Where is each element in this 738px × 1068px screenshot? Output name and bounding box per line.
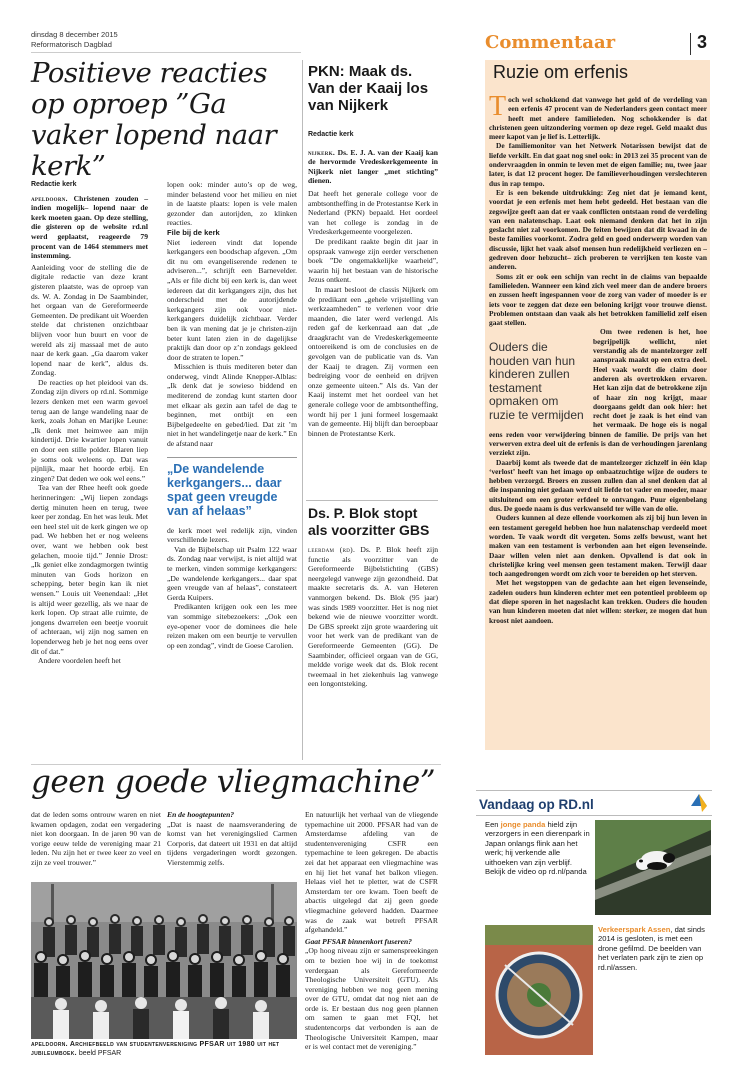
paragraph: Met het wegstoppen van de gedachte aan het eigen levenseinde, zadelen ouders hun kinderen echter met een potentieel probleem op dat diepe sporen in het nageslacht kan trekken. Ouders die houden van hun kinderen moeten dat niet willen: sterker, ze mogen dat hun kroost niet aandoen. xyxy=(489,578,707,625)
group-photo-image xyxy=(31,882,297,1039)
pkn-headline: PKN: Maak ds. Van der Kaaij los van Nijkerk xyxy=(308,63,429,114)
main-pullquote: „De wandelende kerkgangers... daar spat geen vreugde van af helaas” xyxy=(167,457,297,518)
main-headline: Positieve reacties op oproep ”Ga vaker lopend naar kerk” xyxy=(31,57,277,182)
paragraph: Tea van der Rhee heeft ook goede herinneringen: „Wij liepen zondags dertig minuten heen en terug, twee keer per zondag. En het was leuk. Met een heel stel uit de kerk gingen we op pad. We hebben het er nog weleens over, want we hebben ook best gelachen, mooie tijd.” Jennie Drost: „Ik geniet elke zondagmorgen twintig minuten van Gods horizon en schepping, beter begin kan ik niet wensen.” Louis uit Veenendaal: „Het is altijd weer gezellig, als we naar de kerk lopen. Op straat alle ruimte, de jongens dwarrelen een beetje vooruit of achteraan, wij zijn nog samen en lopenderweg heb je het nog eens over dit of dat.” xyxy=(31,483,148,656)
bottom-question-2: Gaat PFSAR binnenkort fuseren? xyxy=(305,936,412,946)
paragraph: Predikanten krijgen ook een les mee van sommige sitebezoekers: „Ook een eye-opener voor de dominees die hele reizen maken om een beurtje te vervullen op een zondag”, vindt de Goese Carolien. xyxy=(167,602,297,650)
header-date: dinsdag 8 december 2015 xyxy=(31,30,118,39)
paragraph: Dat heeft het generale college voor de ambtsontheffing in de Protestantse Kerk in Nederland (PKN) bepaald. Het oordeel van het college is zondag in de Vredeskerkgemeente voorgelezen. xyxy=(308,188,438,237)
pkn-dateline: nijkerk. xyxy=(308,147,336,157)
pkn-byline: Redactie kerk xyxy=(308,131,354,138)
paragraph: Er is een bekende uitdrukking: Zeg niet dat je iemand kent, voordat je een erfenis met hem hebt gedeeld. Het bestaan van die zegswijze geeft aan dat er vaak conflicten ontstaan rond de verdeling van een nalatenschap. Laat ook niemand denken dat het in zijn geslacht niet zal voorkomen. De feiten bewijzen dat dit kwaad in de beste families voorkomt. Zodra geld en goed onderwerp worden van discussie, lijkt het vaak alsof mensen hun redelijkheid verliezen en –gedreven door hebzucht– zich proberen te verrijken ten koste van anderen. xyxy=(489,187,707,272)
caption-credit: beeld PFSAR xyxy=(78,1049,122,1057)
paragraph: Misschien is thuis mediteren beter dan onderweg, vindt Alinde Knepper-Alblas: „Ik denk dat je sowieso biddend en mediterend de zondag kunt starten door met elkaar als gezin aan tafel de dag te beginnen, met ontbijt en een Bijbelgedeelte en gebed/lied. Dat zit ’m niet in het wandelingetje naar de kerk.” En de afstand naar xyxy=(167,362,297,449)
panda-text: hield zijn verzorgers in een dierenpark in Japan onlangs flink aan het werk; hij verkende alle uithoeken van zijn verblijf. Bekijk de video op rd.nl/panda xyxy=(485,820,590,877)
paragraph: lopen ook: minder auto’s op de weg, minder belastend voor het milieu en niet in de laatste plaats: lopen is vele malen gezonder dan autorijden, zo klinken reacties. xyxy=(167,180,297,228)
paragraph: och wel schokkend dat vanwege het geld of de verdeling van een erfenis 47 procent van de Nederlanders geen contact meer heeft met andere familieleden. Nog schokkender is dat christenen geen uitzondering vormen op deze regel. Geld maakt dus meer kapot van je lief is. Letterlijk. xyxy=(489,95,707,142)
paragraph: Ds. P. Blok heeft zijn functie als voorzitter van de Gereformeerde Bijbelstichting (GBS) neergelegd vanwege zijn gezondheid. Dat maakte secretaris ds. A. van Heteren vanmorgen bekend. Ds. Blok (95 jaar) was sinds 1989 voorzitter. Het is nog niet bekend wie de nieuwe voorzitter wordt. De GBS spreekt zijn grote waardering uit voor het werk van de predikant van de Gereformeerde Gemeenten (GG). De Saambinder, officieel orgaan van de GG, meldde vorige week dat ds. Blok recent tweemaal in het ziekenhuis lag vanwege een longontsteking. xyxy=(308,545,439,689)
pkn-article xyxy=(308,130,438,438)
paragraph: Soms zit er ook een schijn van recht in de claims van bepaalde familieleden. Wanneer een kind zich veel meer dan de andere broers en zussen heeft ingespannen voor de zorg van vader of moeder is er iets voor te zeggen dat deze een beloning krijgt voor trouwe dienst. Problemen ontstaan dan vaak als het betrokken familielid zelf eisen gaat stellen. xyxy=(489,271,707,328)
main-subhead: File bij de kerk xyxy=(167,227,220,237)
traffic-photo[interactable] xyxy=(485,925,593,1055)
group-photo xyxy=(31,882,297,1039)
sidebar-item-panda[interactable] xyxy=(485,820,593,876)
header-paper: Reformatorisch Dagblad xyxy=(31,40,112,49)
paragraph: De predikant raakte begin dit jaar in opspraak vanwege zijn eerder verschenen boek ”De ongemakkelijke waarheid”, waarin hij het bestaan van de historische Jezus ontkent. xyxy=(308,236,438,285)
paragraph: En natuurlijk het verhaal van de vliegende typemachine uit 2000. PFSAR had van de Amsterdamse afdeling van de studentenvereniging CSFR een typemachine te leen gekregen. De abactis zei dat het apparaat een vliegmachine was en hij liet het vanaf het balkon vliegen. Helaas viel het te pletter, wat de CSFR Amsterdam ter ore kwam. Toen beeft de abactis uitgelegd dat zij geen goede vliegmachine geleverd hadden. Daarmee was de zaak wat betreft PFSAR afgehandeld.” xyxy=(305,810,438,935)
bottom-question: En de hoogtepunten? xyxy=(167,810,235,819)
paragraph: Ouders kunnen al deze ellende voorkomen als zij bij hun leven in een testament geregeld hebben hoe hun nalatenschap verdeeld moet worden. Te vaak wordt dit vergeten. Soms zelfs bewust, want het maken van een testament is verbonden aan het eigen levenseinde. Daar willen velen niet aan denken. Opvallend is dat ook in christelijke kring veel mensen geen testament maken. Terwijl daar toch aangedrongen wordt om zich voor te bereiden op het sterven. xyxy=(489,513,707,579)
pkn-lead: Ds. E. J. A. van der Kaaij kan de hervormde Vredeskerkgemeente in Nijkerk niet langer „met stichting” dienen. xyxy=(308,147,438,186)
photo-caption xyxy=(31,1041,297,1058)
paragraph: dat de leden soms ontrouw waren en niet kwamen opdagen, zodat een vergadering niet kon doorgaan. In de jaren 90 van de vorige eeuw telde de vereniging maar 21 leden. Nu zijn het er twee keer zo veel en zijn ze veel trouwer.” xyxy=(31,810,161,867)
bottom-col1 xyxy=(31,810,161,868)
bottom-col3 xyxy=(305,810,438,1052)
commentary-headline: Ruzie om erfenis xyxy=(493,62,629,82)
sidebar-title: Vandaag op RD.nl xyxy=(479,797,594,812)
panda-link[interactable]: jonge panda xyxy=(500,820,546,829)
paragraph: Andere voordelen heeft het xyxy=(38,656,121,666)
paragraph: Om twee redenen is het, hoe begrijpelijk wellicht, niet verstandig als de mantelzorger zelf aanspraak maakt op een extra deel. Heel vaak wordt die claim door anderen als overtrokken ervaren. Het kan zijn dat de betrokkene zijn of haar zin nog krijgt, maar doorgaans geldt dan ook hier: het recht doet je zaak is het eind van het vermaak. De hoge eis is nogal eens reden voor verwijdering binnen de familie. De prijs van het verwerven extra deel uit de erfenis is dan de verhoudingen jarenlang verziekt zijn. xyxy=(489,327,707,458)
panda-photo[interactable] xyxy=(595,820,711,915)
commentary-text xyxy=(489,91,707,625)
paragraph: Niet iedereen vindt dat lopende kerkgangers een boodschap afgeven. „Om dit nu om evangeliserende redenen te adviseren...”, schrijft een Barnevelder. „Als er file dicht bij een kerk is, dan weet iedereen dat dit kerkgangers zijn, dus het onderscheid met de autorijdende kerkgangers zijn ook voor niet-kerkgangers duidelijk zichtbaar. Verder ben ik van mening dat je je christen-zijn beter kunt laten zien in de dagelijkse praktijk dan door op z’n zondags gekleed door de straten te lopen.” xyxy=(167,237,297,362)
bottom-col2 xyxy=(167,810,297,868)
paragraph: In maart besloot de classis Nijkerk om de predikant een „gehele vrijstelling van werkzaamheden” te verlenen voor drie maanden, die later werd verlengd. Als reden gaf de kerkenraad aan dat „de draagkracht van de Vredeskerkgemeente ontoereikend is om de conclusies en de gevolgen van de publicatie van ds. Van der Kaaij te dragen. Zij vormen een bedreiging voor de eenheid en drijven onze gemeente uiteen.” Als ds. Van der Kaaij instemt met het oordeel van het generale college voor de ambtsontheffing, wordt hij per 1 juni formeel losgemaakt van de gemeente. Hij blijft dan beroepbaar binnen de Protestantse Kerk. xyxy=(308,284,438,438)
blok-article xyxy=(308,545,438,689)
assen-link[interactable]: Verkeerspark Assen xyxy=(598,925,671,934)
paragraph: Van de Bijbelschap uit Psalm 122 waar ds. Zondag naar verwijst, is niet altijd wat te merken, vinden sommige kerkgangers: „De wandelende kerkgangers... daar spat geen vreugde van af helaas”, constateert Gerda Kuipers. xyxy=(167,544,297,602)
paragraph: Aanleiding voor de stelling die de digitale redactie van deze krant gisteren plaatste, was de oproep van ds. W. A. Zondag in De Saambinder, het orgaan van de Gereformeerde Gemeenten. De predikant uit Woerden stelde dat christenen onzichtbaar blijven voor hun buurt en voor de wereld als zij massaal met de auto naar de kerk gaan. „Ga daarom vaker lopend naar de kerk”, aldus ds. Zondag. xyxy=(31,262,148,378)
main-byline: Redactie kerk xyxy=(31,181,77,188)
paragraph: „Op hoog niveau zijn er samenspreekingen om te bezien hoe wij in de toekomst verdergaan als Gereformeerde Theologische Universiteit (GTU). Als vereniging hebben we nog geen mening over de GTU, omdat dat nog niet aan de orde is. Er bestaan dus nog geen plannen om samen te gaan met FQI, het studentencorps dat verbonden is aan de Theologische Universiteit Kampen, maar er is wel contact met de vereniging.” xyxy=(305,946,438,1052)
panda-prefix: Een xyxy=(485,820,499,829)
bottom-headline: geen goede vliegmachine” xyxy=(31,764,436,800)
blok-headline: Ds. P. Blok stopt als voorzitter GBS xyxy=(308,505,430,538)
main-article-col2 xyxy=(167,180,297,650)
rd-logo-icon xyxy=(688,792,710,814)
paragraph: Daarbij komt als tweede dat de mantelzorger zichzelf in één klap ‘verlost’ heeft van het imago op onbaatzuchtige wijze de ouders te hebben verzorgd. Broers en zussen zullen dan al snel denken dat al die inspanning niet gedaan werd uit liefde tot vader en moeder, maar uitsluitend om een groter erfdeel te ontvangen. Puur eigenbelang dus. De goede naam is dus verkwanseld ter wille van de olie. xyxy=(489,457,707,514)
commentary-pullquote: Ouders die houden van hun kinderen zullen testament opmaken om ruzie te vermijden xyxy=(489,340,584,422)
page-number: 3 xyxy=(697,32,708,52)
main-dateline: apeldoorn. xyxy=(31,193,68,203)
blok-dateline: leerdam (rd). xyxy=(308,545,356,554)
main-article-col1 xyxy=(31,180,148,666)
paragraph: De reacties op het pleidooi van ds. Zondag zijn divers op rd.nl. Sommige lezers denken met een warm gevoel terug aan de lange wandeling naar de kerk, zoals Johan en Marijke Leune: „Ik denk met heimwee aan mijn kindertijd. Drie kwartier lopen vanuit en door een stille polder. Blaren liep je soms ook weleens op. Dat was pijnlijk, maar het hoorde erbij. En zingen? Dat deden we ook wel eens.” xyxy=(31,377,148,483)
paragraph: de kerk moet wel redelijk zijn, vinden verschillende lezers. xyxy=(167,525,297,545)
sidebar-item-assen[interactable] xyxy=(598,925,710,972)
section-title: Commentaar xyxy=(485,32,616,53)
assen-text: , dat sinds 2014 is gesloten, is met een drone gefilmd. De beelden van het verlaten park zijn te zien op rd.nl/assen. xyxy=(598,925,705,972)
paragraph: „Dat is naast de naamsverandering de komst van het verenigingslied Carmen Corporis, dat dateert uit 1931 en dat altijd tijdens vergaderingen wordt gezongen. Vierstemmig zelfs. xyxy=(167,819,297,867)
commentary-dropcap: T xyxy=(489,91,507,122)
paragraph: De familiemonitor van het Netwerk Notarissen bewijst dat de liefde verkilt. En dat gaat nog snel ook: in 2013 zei 35 procent van de ondervraagden in onmin te leven met de eigen familie; nu, twee jaar later, is dat 12 procent hoger. De familieverhoudingen verslechteren dus in rap tempo. xyxy=(489,141,707,188)
caption-text: apeldoorn. Archiefbeeld van studentenvereniging PFSAR uit 1980 uit het jubileumboek. xyxy=(31,1041,280,1057)
main-lead: Christenen zouden –indien mogelijk– lopend naar de kerk moeten gaan. Op deze stelling, die gisteren op de website rd.nl werd geplaatst, reageerde 79 procent van de 1464 stemmers met instemming. xyxy=(31,193,148,261)
